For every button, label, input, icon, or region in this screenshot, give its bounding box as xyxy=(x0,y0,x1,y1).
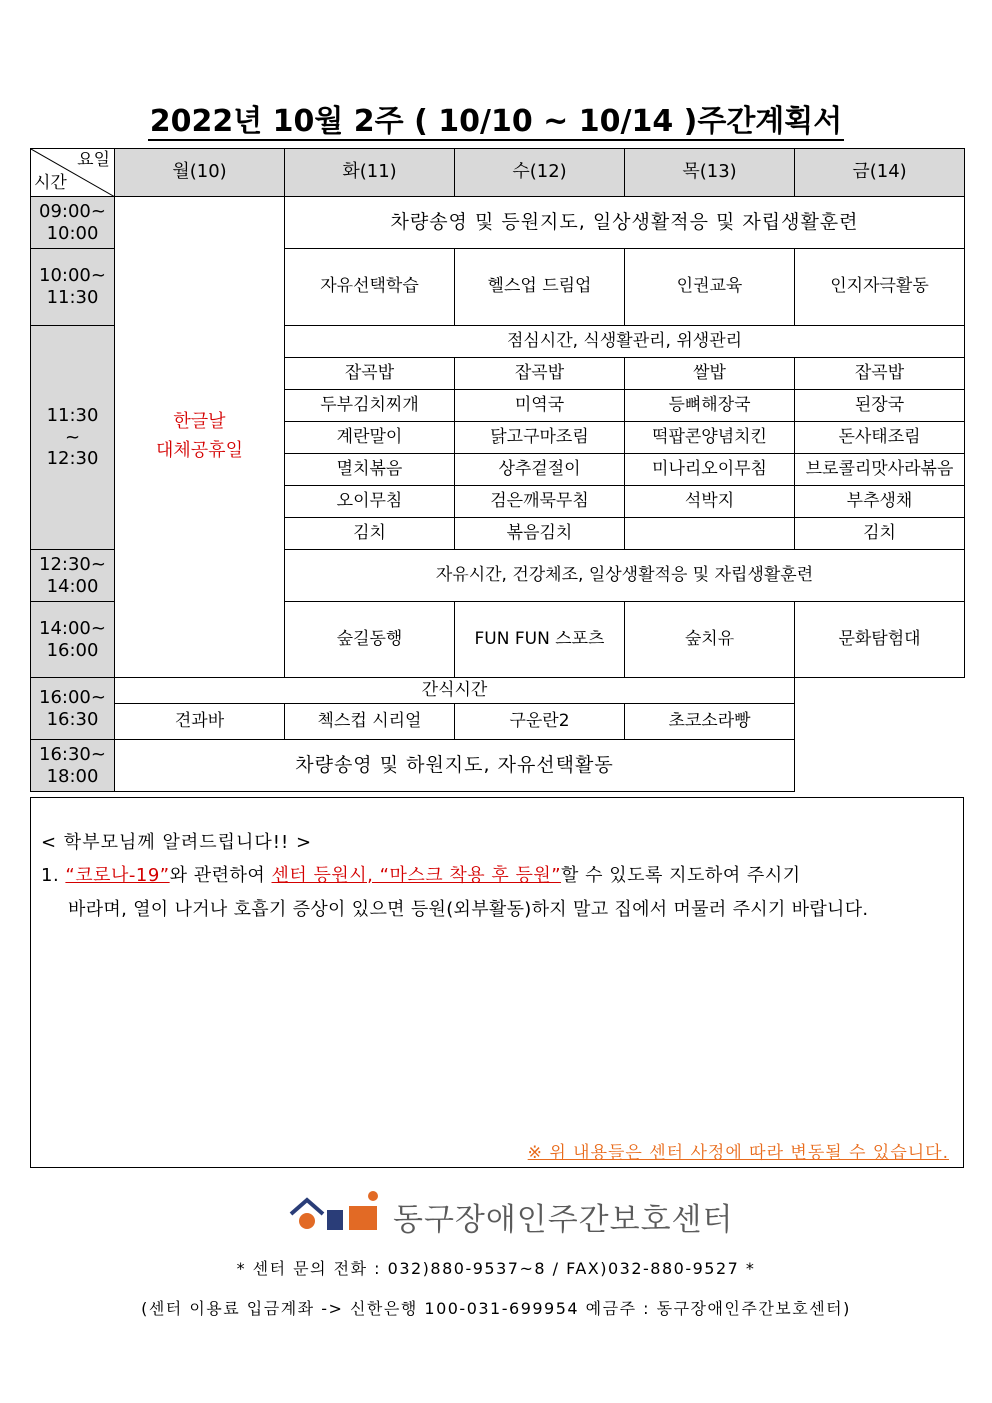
header-row xyxy=(31,149,965,197)
time-start: 12:30~ xyxy=(39,553,106,575)
menu-cell: 부추생채 xyxy=(795,486,965,518)
time-start: 14:00~ xyxy=(39,617,106,639)
menu-cell: 돈사태조림 xyxy=(795,422,965,454)
snack-cell: 견과바 xyxy=(115,704,285,740)
center-logo xyxy=(287,1188,734,1238)
menu-cell: 김치 xyxy=(795,518,965,550)
day-header-wed: 수(12) xyxy=(455,149,625,197)
contact-info: * 센터 문의 전화 : 032)880-9537~8 / FAX)032-880-9527 * xyxy=(236,1259,756,1278)
lunch-header: 점심시간, 식생활관리, 위생관리 xyxy=(285,326,965,358)
activity-cell: 헬스업 드림업 xyxy=(455,249,625,326)
notice-covid: “코로나-19” xyxy=(65,865,170,886)
snack-header: 간식시간 xyxy=(115,678,795,704)
slot-4-activity: 자유시간, 건강체조, 일상생활적응 및 자립생활훈련 xyxy=(285,550,965,602)
menu-cell: 떡팝콘양념치킨 xyxy=(625,422,795,454)
corner-cell xyxy=(31,149,115,197)
notice-box xyxy=(30,797,964,1168)
page-title xyxy=(0,96,992,140)
menu-cell: 닭고구마조림 xyxy=(455,422,625,454)
time-cell-1 xyxy=(31,197,115,249)
day-header-mon: 월(10) xyxy=(115,149,285,197)
menu-cell: 미역국 xyxy=(455,390,625,422)
time-end: 16:30 xyxy=(46,708,99,730)
menu-cell xyxy=(625,518,795,550)
time-start: 11:30 xyxy=(46,405,99,427)
snack-cell: 첵스컵 시리얼 xyxy=(285,704,455,740)
menu-cell: 잡곡밥 xyxy=(455,358,625,390)
time-cell-3 xyxy=(31,326,115,550)
activity-cell: 숲치유 xyxy=(625,602,795,678)
time-end: 14:00 xyxy=(46,575,99,597)
notice-line-2: 바라며, 열이 나거나 호흡기 증상이 있으면 등원(외부활동)하지 말고 집에서 머물러 주시기 바랍니다. xyxy=(68,899,869,920)
menu-cell: 잡곡밥 xyxy=(285,358,455,390)
time-cell-2 xyxy=(31,249,115,326)
menu-cell: 멸치볶음 xyxy=(285,454,455,486)
snack-cell: 초코소라빵 xyxy=(625,704,795,740)
activity-cell: 숲길동행 xyxy=(285,602,455,678)
notice-heading: < 학부모님께 알려드립니다!! > xyxy=(41,832,313,853)
activity-cell: 인권교육 xyxy=(625,249,795,326)
time-cell-4 xyxy=(31,550,115,602)
menu-cell: 미나리오이무침 xyxy=(625,454,795,486)
notice-footnote: ※ 위 내용들은 센터 사정에 따라 변동될 수 있습니다. xyxy=(527,1143,949,1163)
day-header-tue: 화(11) xyxy=(285,149,455,197)
corner-day-label: 요일 xyxy=(77,150,110,170)
time-cell-7 xyxy=(31,740,115,792)
activity-cell: 문화탐험대 xyxy=(795,602,965,678)
day-header-fri: 금(14) xyxy=(795,149,965,197)
activity-cell: 인지자극활동 xyxy=(795,249,965,326)
corner-time-label: 시간 xyxy=(34,173,67,194)
notice-line-1 xyxy=(41,861,801,887)
notice-mask: 센터 등원시, “마스크 착용 후 등원” xyxy=(271,865,562,886)
time-end: 12:30 xyxy=(46,448,99,470)
snack-row xyxy=(31,704,965,740)
menu-cell: 검은깨묵무침 xyxy=(455,486,625,518)
slot-row-6-header xyxy=(31,678,965,704)
time-tilde: ~ xyxy=(64,426,81,448)
center-name: 동구장애인주간보호센터 xyxy=(393,1202,734,1238)
menu-cell: 된장국 xyxy=(795,390,965,422)
holiday-line1: 한글날 xyxy=(173,411,226,433)
menu-cell: 오이무침 xyxy=(285,486,455,518)
time-end: 18:00 xyxy=(46,765,99,787)
menu-cell: 김치 xyxy=(285,518,455,550)
time-end: 16:00 xyxy=(46,639,99,661)
notice-number: 1. xyxy=(41,865,66,886)
time-start: 09:00~ xyxy=(39,200,106,222)
menu-cell: 쌀밥 xyxy=(625,358,795,390)
menu-cell: 볶음김치 xyxy=(455,518,625,550)
slot-row-1 xyxy=(31,197,965,249)
activity-cell: FUN FUN 스포츠 xyxy=(455,602,625,678)
logo-mark-icon xyxy=(287,1188,387,1238)
day-header-thu: 목(13) xyxy=(625,149,795,197)
title-text: 2022년 10월 2주 ( 10/10 ~ 10/14 )주간계획서 xyxy=(149,104,843,139)
notice-text: 와 관련하여 xyxy=(169,865,272,886)
menu-cell: 두부김치찌개 xyxy=(285,390,455,422)
time-start: 16:00~ xyxy=(39,686,106,708)
menu-cell: 상추겉절이 xyxy=(455,454,625,486)
slot-7-activity: 차량송영 및 하원지도, 자유선택활동 xyxy=(115,740,795,792)
holiday-cell xyxy=(115,197,285,678)
time-cell-6 xyxy=(31,678,115,740)
time-end: 11:30 xyxy=(46,287,99,308)
time-end: 10:00 xyxy=(46,222,99,244)
activity-cell: 자유선택학습 xyxy=(285,249,455,326)
account-info: (센터 이용료 입금계좌 -> 신한은행 100-031-699954 예금주 : 동구장애인주간보호센터) xyxy=(141,1299,851,1318)
holiday-line2: 대체공휴일 xyxy=(156,440,243,461)
menu-cell: 잡곡밥 xyxy=(795,358,965,390)
time-cell-5 xyxy=(31,602,115,678)
menu-cell: 계란말이 xyxy=(285,422,455,454)
snack-cell: 구운란2 xyxy=(455,704,625,740)
menu-cell: 브로콜리맛사라볶음 xyxy=(795,454,965,486)
notice-text: 할 수 있도록 지도하여 주시기 xyxy=(561,865,801,886)
time-start: 10:00~ xyxy=(39,265,106,287)
slot-row-7 xyxy=(31,740,965,792)
time-start: 16:30~ xyxy=(39,743,106,765)
menu-cell: 등뼈해장국 xyxy=(625,390,795,422)
menu-cell: 석박지 xyxy=(625,486,795,518)
slot-1-activity: 차량송영 및 등원지도, 일상생활적응 및 자립생활훈련 xyxy=(285,197,965,249)
weekly-plan-table xyxy=(30,148,965,792)
